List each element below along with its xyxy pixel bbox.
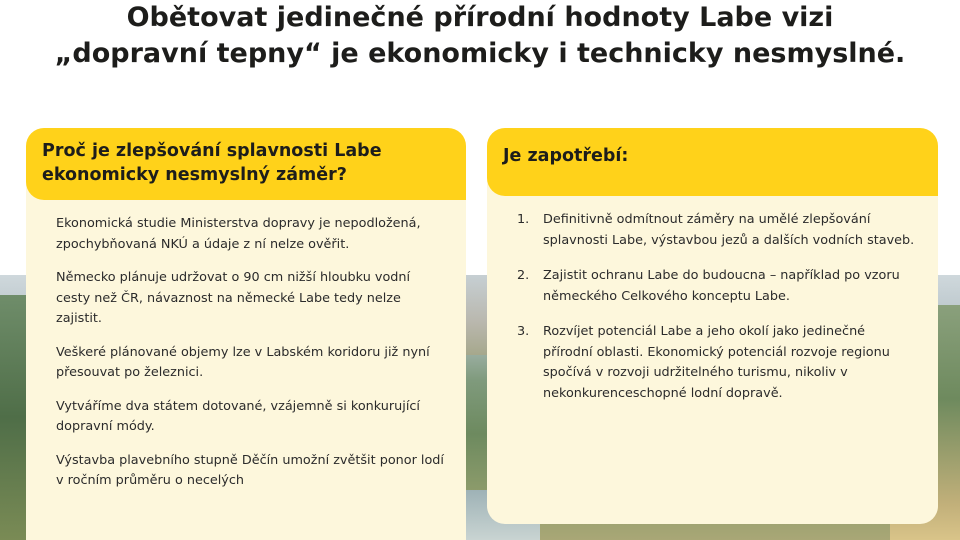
left-panel-paragraph: Výstavba plavebního stupně Děčín umožní zvětšit ponor lodí v ročním průměru o necelých [56, 452, 444, 488]
page-title-line-2: „dopravní tepny“ je ekonomicky i technicky nesmyslné. [54, 38, 906, 69]
left-panel-body [26, 200, 466, 492]
left-panel-paragraph: Německo plánuje udržovat o 90 cm nižší hloubku vodní cesty než ČR, návaznost na německé Labe tedy nelze zajistit. [56, 270, 411, 326]
right-panel-body [487, 196, 938, 404]
list-item [517, 210, 916, 251]
right-panel [487, 128, 938, 524]
list-item-number: 3. [517, 324, 530, 339]
left-panel-paragraph: Veškeré plánované objemy lze v Labském koridoru již nyní přesouvat po železnici. [56, 344, 430, 380]
left-panel-heading [26, 128, 466, 200]
list-item-number: 1. [517, 212, 530, 227]
list-item-text: Zajistit ochranu Labe do budoucna – například po vzoru německého Celkového konceptu Labe. [543, 268, 900, 304]
list-item-number: 2. [517, 268, 530, 283]
left-panel-heading-line-2: ekonomicky nesmyslný záměr? [42, 165, 347, 185]
left-panel [26, 128, 466, 540]
page-title [0, 0, 960, 72]
left-panel-paragraph: Ekonomická studie Ministerstva dopravy je nepodložená, zpochybňovaná NKÚ a údaje z ní nelze ověřit. [56, 216, 421, 252]
list-item-text: Definitivně odmítnout záměry na umělé zlepšování splavnosti Labe, výstavbou jezů a dalších vodních staveb. [543, 212, 915, 248]
list-item [517, 322, 916, 404]
list-item-text: Rozvíjet potenciál Labe a jeho okolí jako jedinečné přírodní oblasti. Ekonomický potenciál rozvoje regionu spočívá v rozvoji udržitelného turismu, nikoliv v nekonkurenceschopné lodní dopravě. [543, 324, 890, 401]
left-panel-paragraph: Vytváříme dva státem dotované, vzájemně si konkurující dopravní módy. [56, 398, 420, 434]
right-panel-heading: Je zapotřebí: [487, 128, 938, 196]
page-title-line-1: Obětovat jedinečné přírodní hodnoty Labe vizi [126, 2, 834, 33]
list-item [517, 266, 916, 307]
requirements-list [517, 210, 916, 404]
left-panel-heading-line-1: Proč je zlepšování splavnosti Labe [42, 141, 382, 161]
